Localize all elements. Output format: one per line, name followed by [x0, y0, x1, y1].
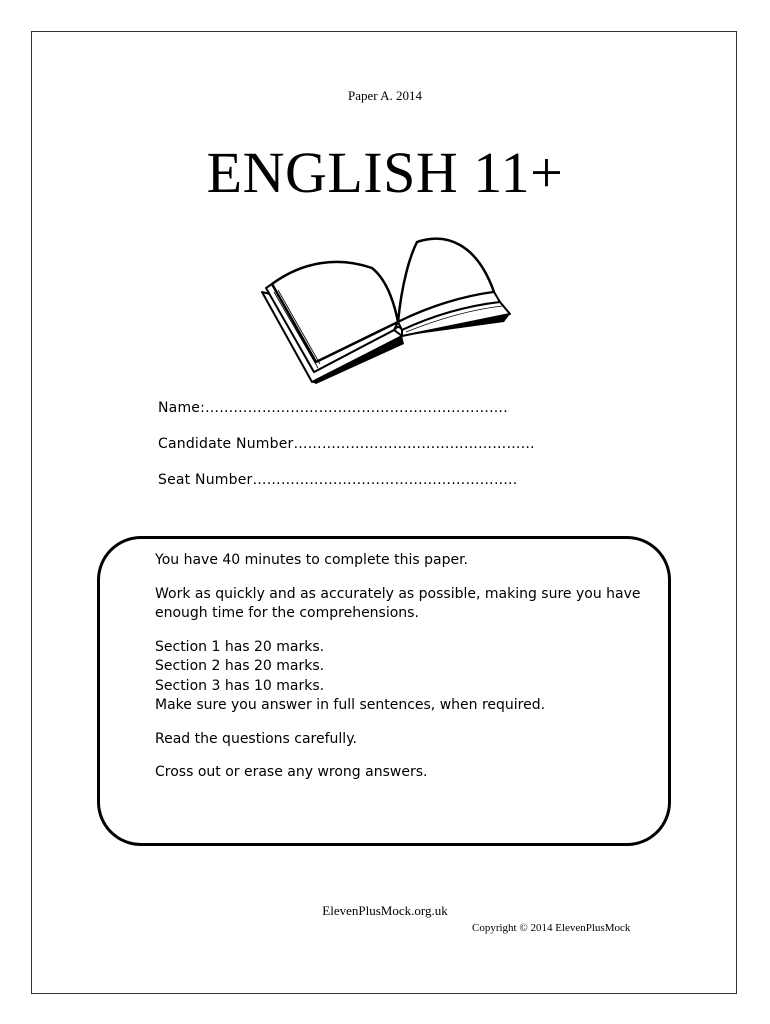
- name-field: Name:……………………………………………………….: [158, 400, 508, 416]
- read-instruction: Read the questions carefully.: [155, 730, 357, 747]
- footer-copyright: Copyright © 2014 ElevenPlusMock: [472, 922, 631, 934]
- cross-out-instruction: Cross out or erase any wrong answers.: [155, 764, 428, 780]
- open-book-icon: [252, 232, 522, 384]
- paper-label: Paper A. 2014: [347, 88, 423, 103]
- section-2-marks: Section 2 has 20 marks.: [155, 658, 325, 674]
- full-sentences-instruction: Make sure you answer in full sentences, when required.: [155, 697, 546, 713]
- section-3-marks: Section 3 has 10 marks.: [155, 677, 325, 694]
- section-1-marks: Section 1 has 20 marks.: [155, 638, 325, 655]
- work-instruction: Work as quickly and as accurately as possible, making sure you have enough time for the comprehensions.: [155, 585, 641, 621]
- marks-list: [155, 638, 648, 716]
- seat-number-field: Seat Number………………………………………………..: [158, 472, 518, 488]
- candidate-fields: [158, 398, 628, 506]
- footer-site: ElevenPlusMock.org.uk: [322, 903, 448, 918]
- page-title: ENGLISH 11+: [206, 140, 564, 205]
- candidate-number-field: Candidate Number……………………………………………: [158, 436, 535, 452]
- time-instruction: You have 40 minutes to complete this paper.: [155, 552, 468, 568]
- instructions-box: [97, 536, 671, 846]
